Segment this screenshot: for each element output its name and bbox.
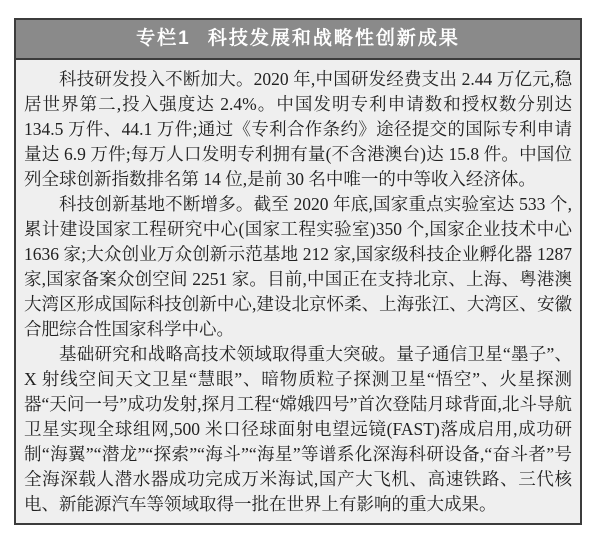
panel-body [16,60,580,523]
panel-header-label: 专栏1 [136,28,191,49]
panel-header [16,20,580,60]
paragraph-rd-investment: 科技研发投入不断加大。2020 年,中国研发经费支出 2.44 万亿元,稳居世界第二,投入强度达 2.4%。中国发明专利申请数和授权数分别达 134.5 万件、44.1 万件;通过《专利合作条约》途径提交的国际专利申请量达 6.9 万件;每万人口发明专利拥有量(不含港澳台)达 15.8 件。中国位列全球创新指数排名第 14 位,是前 30 名中唯一的中等收入经济体。 [24,69,572,189]
column-panel [14,18,582,525]
paragraph-innovation-bases: 科技创新基地不断增多。截至 2020 年底,国家重点实验室达 533 个,累计建设国家工程研究中心(国家工程实验室)350 个,国家企业技术中心 1636 家;大众创业万众创新示范基地 212 家,国家级科技企业孵化器 1287 家,国家备案众创空间 2251 家。目前,中国正在支持北京、上海、粤港澳大湾区形成国际科技创新中心,建设北京怀柔、上海张江、大湾区、安徽合肥综合性国家科学中心。 [24,194,572,339]
paragraph-strategic-breakthroughs: 基础研究和战略高技术领域取得重大突破。量子通信卫星“墨子”、X 射线空间天文卫星“慧眼”、暗物质粒子探测卫星“悟空”、火星探测器“天问一号”成功发射,探月工程“嫦娥四号”首次登陆月球背面,北斗导航卫星实现全球组网,500 米口径球面射电望远镜(FAST)落成启用,成功研制“海翼”“潜龙”“探索”“海斗”“海星”等谱系化深海科研设备,“奋斗者”号全海深载人潜水器成功完成万米海试,国产大飞机、高速铁路、三代核电、新能源汽车等领域取得一批在世界上有影响的重大成果。 [24,344,572,514]
panel-header-title: 科技发展和战略性创新成果 [207,28,460,49]
